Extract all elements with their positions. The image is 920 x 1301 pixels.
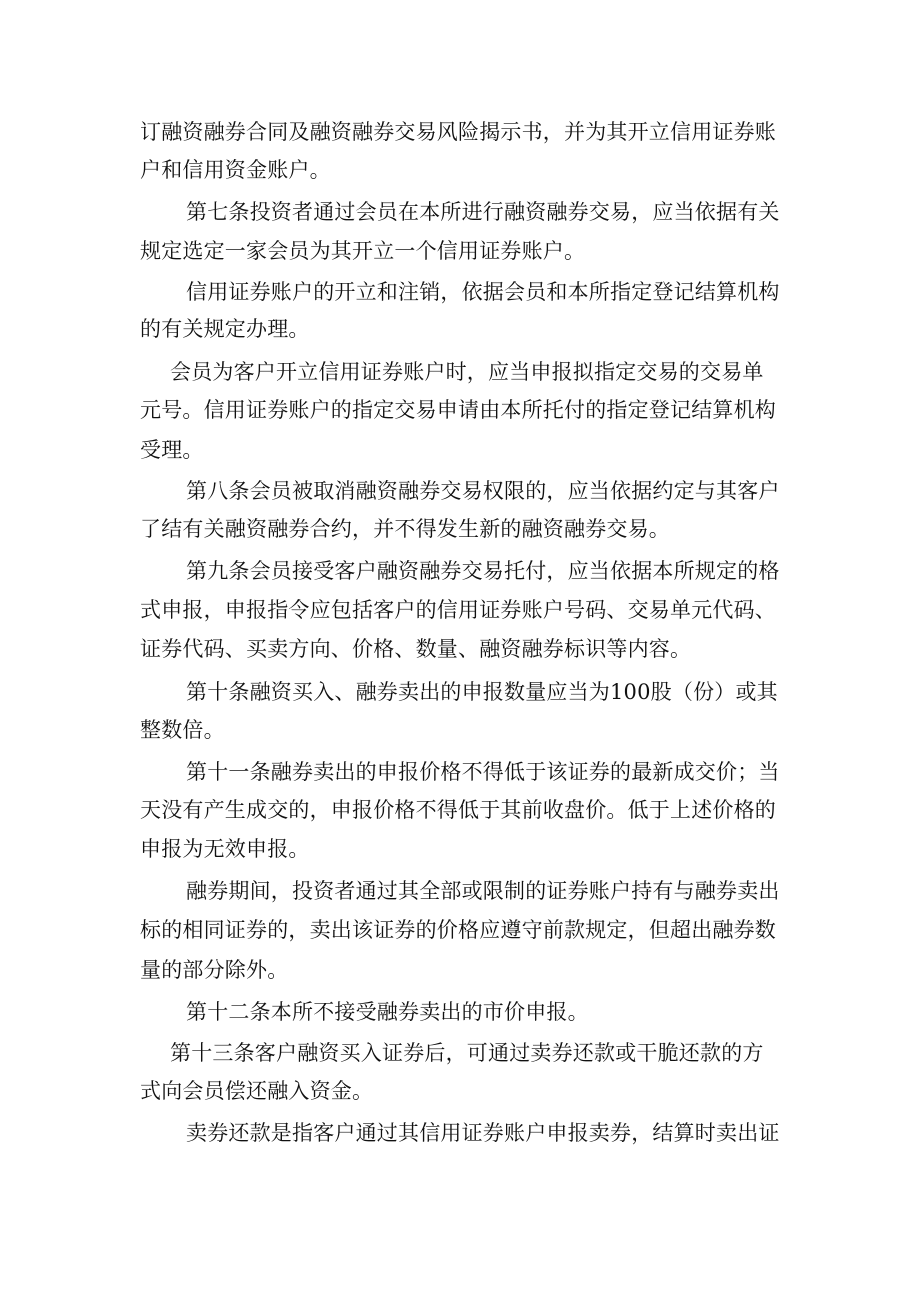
- text-line: 第十二条本所不接受融券卖出的市价申报。: [186, 1000, 589, 1024]
- text-line: 式申报，申报指令应包括客户的信用证券账户号码、交易单元代码、: [140, 598, 776, 622]
- text-line: 第七条投资者通过会员在本所进行融资融券交易，应当依据有关: [186, 200, 780, 224]
- text-line: 第十一条融券卖出的申报价格不得低于该证券的最新成交价；当: [186, 760, 780, 784]
- text-line: 第十条融资买入、融券卖出的申报数量应当为100股（份）或其: [186, 680, 778, 704]
- text-line: 了结有关融资融券合约，并不得发生新的融资融券交易。: [140, 517, 670, 541]
- text-line: 申报为无效申报。: [140, 837, 310, 861]
- text-line: 标的相同证券的，卖出该证券的价格应遵守前款规定，但超出融券数: [140, 918, 776, 942]
- text-line: 受理。: [140, 438, 204, 462]
- text-line: 融券期间，投资者通过其全部或限制的证券账户持有与融券卖出: [186, 879, 780, 903]
- text-line: 会员为客户开立信用证券账户时，应当申报拟指定交易的交易单: [170, 360, 764, 384]
- text-line: 信用证券账户的开立和注销，依据会员和本所指定登记结算机构: [186, 280, 780, 304]
- text-line: 卖券还款是指客户通过其信用证券账户申报卖券，结算时卖出证: [186, 1121, 780, 1145]
- text-line: 天没有产生成交的，申报价格不得低于其前收盘价。低于上述价格的: [140, 798, 776, 822]
- text-line: 第九条会员接受客户融资融券交易托付，应当依据本所规定的格: [186, 559, 780, 583]
- text-line: 的有关规定办理。: [140, 317, 310, 341]
- text-line: 规定选定一家会员为其开立一个信用证券账户。: [140, 239, 586, 263]
- text-line: 户和信用资金账户。: [140, 158, 331, 182]
- text-line: 第八条会员被取消融资融券交易权限的，应当依据约定与其客户: [186, 479, 780, 503]
- text-line: 整数倍。: [140, 718, 225, 742]
- text-line: 证券代码、买卖方向、价格、数量、融资融券标识等内容。: [140, 637, 692, 661]
- text-line: 第十三条客户融资买入证券后，可通过卖券还款或干脆还款的方: [170, 1041, 764, 1065]
- text-line: 订融资融券合同及融资融券交易风险揭示书，并为其开立信用证券账: [140, 120, 776, 144]
- text-line: 量的部分除外。: [140, 958, 289, 982]
- text-line: 元号。信用证券账户的指定交易申请由本所托付的指定登记结算机构: [140, 398, 776, 422]
- text-line: 式向会员偿还融入资金。: [140, 1079, 374, 1103]
